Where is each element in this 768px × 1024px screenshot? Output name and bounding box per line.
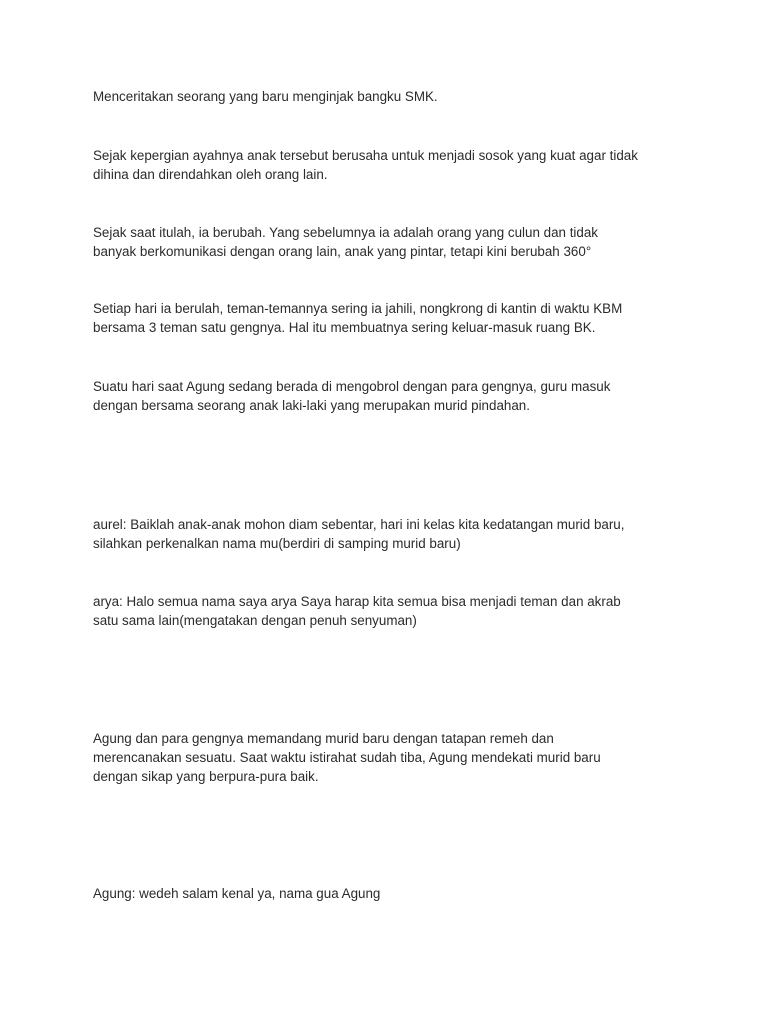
paragraph-father-departure: Sejak kepergian ayahnya anak tersebut berusaha untuk menjadi sosok yang kuat agar tidak dihina dan direndahkan oleh orang lain. [93,148,638,182]
paragraph-agung-plan: Agung dan para gengnya memandang murid baru dengan tatapan remeh dan merencanakan sesuatu. Saat waktu istirahat sudah tiba, Agung mendekati murid baru dengan sikap yang berpura-pura baik. [93,731,601,784]
paragraph-new-student: Suatu hari saat Agung sedang berada di mengobrol dengan para gengnya, guru masuk dengan bersama seorang anak laki-laki yang merupakan murid pindahan. [93,379,611,413]
paragraph-intro: Menceritakan seorang yang baru menginjak bangku SMK. [93,89,438,104]
dialogue-agung: Agung: wedeh salam kenal ya, nama gua Agung [93,886,381,901]
dialogue-aurel: aurel: Baiklah anak-anak mohon diam sebentar, hari ini kelas kita kedatangan murid baru, silahkan perkenalkan nama mu(berdiri di samping murid baru) [93,517,625,551]
paragraph-misbehavior: Setiap hari ia berulah, teman-temannya sering ia jahili, nongkrong di kantin di waktu KBM bersama 3 teman satu gengnya. Hal itu membuatnya sering keluar-masuk ruang BK. [93,301,623,335]
paragraph-change: Sejak saat itulah, ia berubah. Yang sebelumnya ia adalah orang yang culun dan tidak banyak berkomunikasi dengan orang lain, anak yang pintar, tetapi kini berubah 360° [93,225,598,259]
dialogue-arya: arya: Halo semua nama saya arya Saya harap kita semua bisa menjadi teman dan akrab satu sama lain(mengatakan dengan penuh senyuman) [93,594,621,628]
